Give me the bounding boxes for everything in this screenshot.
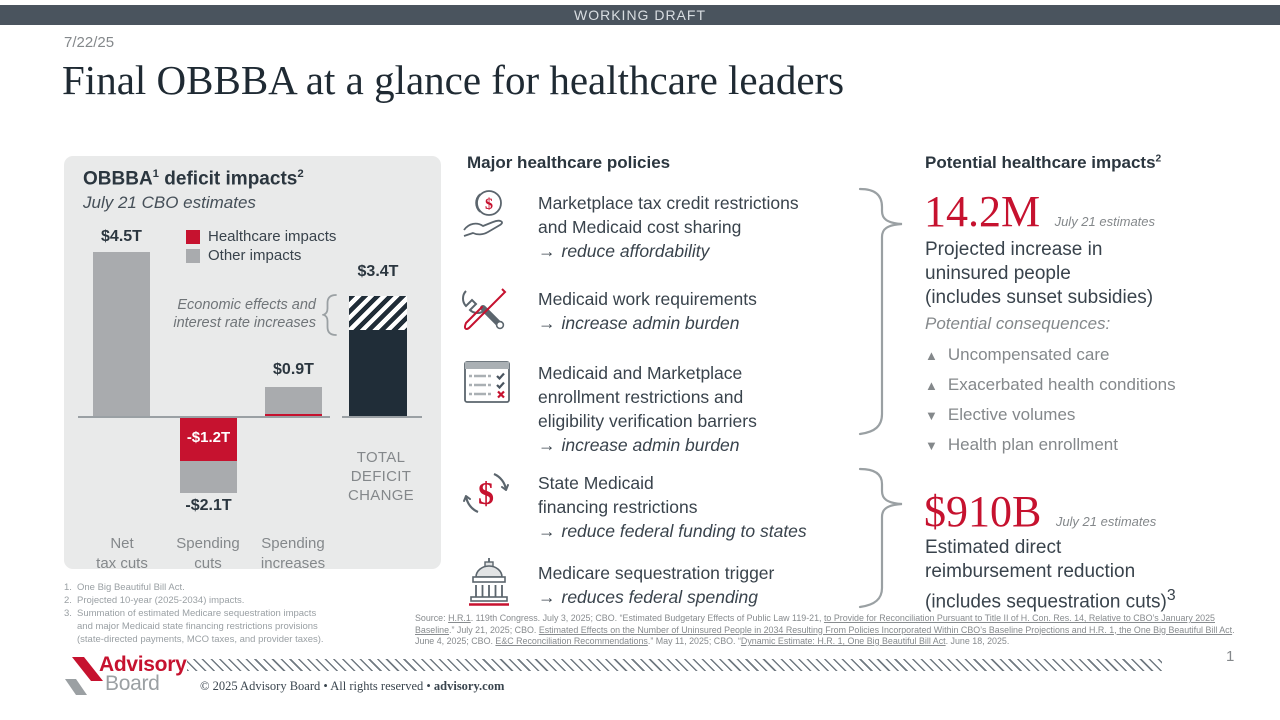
tools-icon: [458, 283, 510, 337]
chart-annotation: Economic effects and interest rate increases: [173, 297, 316, 331]
category-spending-increases: Spending increases: [260, 535, 326, 572]
policy-effect-5: → reduces federal spending: [538, 587, 759, 607]
source-link[interactable]: H.R.1: [448, 613, 471, 623]
page-number: 1: [1226, 648, 1235, 665]
stat-reimbursement-note: July 21 estimates: [1055, 514, 1157, 529]
legend-swatch-healthcare: [186, 230, 200, 244]
enrollment-form-icon: [463, 359, 511, 407]
up-triangle-icon: ▲: [925, 377, 938, 393]
chart-subtitle: July 21 CBO estimates: [83, 193, 256, 212]
stat-uninsured-note: July 21 estimates: [1054, 214, 1156, 229]
footnote-3: 3. Summation of estimated Medicare sequestration impacts and major Medicaid state financing restrictions provisions (state-directed payments, MCO taxes, and provider taxes).: [64, 608, 324, 645]
footnote-2: 2. Projected 10-year (2025-2034) impacts.: [64, 595, 245, 606]
chart-title: OBBBA$^1$ deficit impacts$^2$: [83, 168, 304, 190]
bar-label-net-tax-cuts: $4.5T: [101, 228, 142, 245]
footnotes: [64, 581, 324, 646]
bar-total-deficit-hatched: [349, 296, 407, 330]
up-triangle-icon: ▲: [925, 347, 938, 363]
stat-reimbursement: [924, 487, 1157, 536]
footnote-ref-3: 3: [1166, 587, 1176, 604]
policy-effect-4: → reduce federal funding to states: [538, 521, 807, 541]
impacts-heading: Potential healthcare impacts$^2$: [925, 153, 1162, 172]
source-citation: Source: H.R.1. 119th Congress. July 3, 2025; CBO. “Estimated Budgetary Effects of Public Law 119-21, to Provide for Reconciliation Pursuant to Title II of H. Con. Res. 14, Relative to CBO’s January 2025 Baseline.” July 21, 2025; CBO. Estimated Effects on the Number of Uninsured People in 2034 Resulting From Policies Incorporated Within CBO’s Baseline Projections and H.R. 1, the One Big Beautiful Bill Act. June 4, 2025; CBO. E&C Reconciliation Recommendations.” May 11, 2025; CBO. “Dynamic Estimate: H.R. 1, One Big Beautiful Bill Act. June 18, 2025.: [415, 613, 1235, 646]
policy-effect-3: → increase admin burden: [538, 435, 740, 455]
legend-swatch-other: [186, 249, 200, 263]
bar-label-spending-cuts-healthcare: -$1.2T: [186, 429, 231, 446]
source-link[interactable]: Estimated Effects on the Number of Uninsured People in 2034 Resulting From Policies Incorporated Within CBO’s Baseline Projections and H.R. 1, the One Big Beautiful Bill Act: [538, 624, 1233, 635]
source-link[interactable]: E&C Reconciliation Recommendations: [495, 636, 648, 646]
down-triangle-icon: ▼: [925, 407, 938, 423]
consequence-item: ▲ Exacerbated health conditions: [925, 375, 1176, 394]
slide-date: 7/22/25: [64, 34, 115, 51]
arrow-icon: →: [538, 313, 556, 333]
chart-baseline-right: [342, 416, 422, 418]
legend-item-other: Other impacts: [186, 246, 336, 265]
bar-label-spending-increases: $0.9T: [273, 361, 314, 378]
working-draft-banner: [0, 5, 1280, 25]
bar-net-tax-cuts: [93, 252, 150, 417]
copyright-line: © 2025 Advisory Board • All rights reserved • advisory.com: [200, 679, 505, 693]
policy-item-5: Medicare sequestration trigger → reduces federal spending: [538, 563, 775, 607]
down-triangle-icon: ▼: [925, 437, 938, 453]
consequences-list: [925, 340, 1176, 460]
page-title: Final OBBBA at a glance for healthcare leaders: [62, 57, 845, 103]
consequence-item: ▼ Elective volumes: [925, 405, 1076, 424]
policy-item-3: Medicaid and Marketplace enrollment restrictions and eligibility verification barriers → increase admin burden: [538, 363, 757, 455]
footnote-1: 1. One Big Beautiful Bill Act.: [64, 582, 185, 593]
category-spending-cuts: Spending cuts: [176, 535, 240, 572]
advisory-board-logo-text: Advisory Board: [99, 653, 187, 695]
working-draft-label: WORKING DRAFT: [574, 7, 706, 23]
footnote-ref-2: 2: [1155, 153, 1162, 165]
source-link[interactable]: to Provide for Reconciliation Pursuant to Title II of H. Con. Res. 14, Relative to CBO’s January 2025 Baseline: [415, 613, 1215, 635]
arrow-icon: →: [538, 241, 556, 261]
coin-hand-icon: [461, 189, 511, 243]
bar-label-spending-cuts-total: -$2.1T: [185, 497, 232, 514]
policy-item-1: Marketplace tax credit restrictions and Medicaid cost sharing → reduce affordability: [538, 193, 799, 261]
category-net-tax-cuts: Net tax cuts: [96, 535, 148, 572]
stat-reimbursement-desc: Estimated direct reimbursement reduction (includes sequestration cuts)$^3$: [925, 537, 1176, 613]
footnote-ref-1: 1: [152, 168, 160, 180]
stat-uninsured-value: 14.2M: [924, 187, 1041, 236]
source-link[interactable]: Dynamic Estimate: H.R. 1, One Big Beautiful Bill Act: [740, 636, 946, 646]
bar-label-total-deficit: $3.4T: [357, 263, 399, 280]
policy-item-4: State Medicaid financing restrictions → reduce federal funding to states: [538, 473, 807, 541]
advisory-site-link[interactable]: advisory.com: [433, 679, 505, 693]
svg-text:$: $: [478, 475, 494, 511]
dollar-cycle-icon: [461, 468, 511, 518]
consequence-item: ▼ Health plan enrollment: [925, 435, 1118, 454]
chart-baseline-left: [78, 416, 330, 418]
annotation-brace-icon: [322, 293, 338, 337]
footer-hatch-divider: [187, 659, 1162, 671]
chart-legend: [186, 227, 336, 265]
consequence-item: ▲ Uncompensated care: [925, 345, 1110, 364]
arrow-icon: →: [538, 435, 556, 455]
bar-spending-increases-other: [265, 387, 322, 414]
bar-spending-cuts-healthcare: [180, 417, 237, 461]
arrow-icon: →: [538, 587, 556, 607]
legend-item-healthcare: Healthcare impacts: [186, 227, 336, 246]
capitol-icon: [466, 555, 512, 607]
deficit-chart-panel: [64, 156, 441, 572]
brace-reimbursement-icon: [856, 466, 906, 610]
brace-uninsured-icon: [856, 186, 906, 438]
stat-reimbursement-value: $910B: [924, 487, 1042, 536]
bar-spending-cuts-other: [180, 461, 237, 493]
footnote-ref-2: 2: [297, 168, 304, 180]
policies-heading: Major healthcare policies: [467, 153, 671, 172]
policy-effect-1: → reduce affordability: [538, 241, 710, 261]
policy-effect-2: → increase admin burden: [538, 313, 740, 333]
total-deficit-change-label: TOTAL DEFICIT CHANGE: [348, 449, 414, 504]
policy-item-2: Medicaid work requirements → increase admin burden: [538, 289, 757, 333]
stat-uninsured-desc: Projected increase in uninsured people (includes sunset subsidies): [925, 239, 1154, 308]
arrow-icon: →: [538, 521, 556, 541]
bar-total-deficit-solid: [349, 330, 407, 417]
consequences-heading: Potential consequences:: [925, 314, 1111, 333]
svg-text:$: $: [485, 196, 493, 213]
stat-uninsured: [924, 187, 1156, 236]
